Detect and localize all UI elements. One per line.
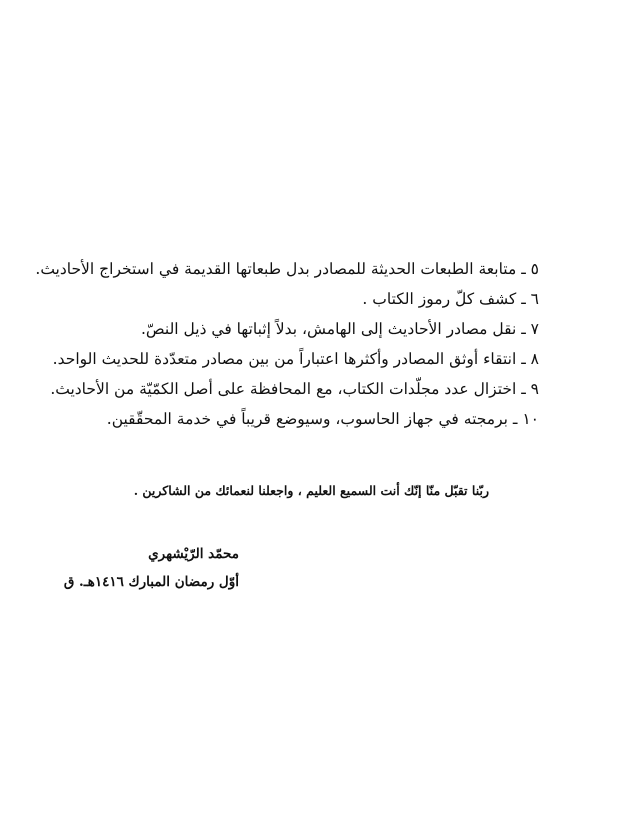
signature-date: أوّل رمضان المبارك ١٤١٦هـ. ق: [63, 574, 239, 590]
list-item-8: ٨ ـ انتقاء أوثق المصادر وأكثرها اعتباراً من بين مصادر متعدّدة للحديث الواحد.: [52, 350, 539, 368]
signature-block: [39, 540, 239, 596]
list-item-10: ١٠ ـ برمجته في جهاز الحاسوب، وسيوضع قريباً في خدمة المحقّقين.: [106, 410, 539, 428]
list-item-7: ٧ ـ نقل مصادر الأحاديث إلى الهامش، بدلاً إثباتها في ذيل النصّ.: [140, 320, 539, 338]
list-item-6: ٦ ـ كشف كلّ رموز الكتاب .: [362, 290, 539, 308]
numbered-list: [35, 254, 539, 434]
list-item-9: ٩ ـ اختزال عدد مجلّدات الكتاب، مع المحافظة على أصل الكمّيّة من الأحاديث.: [50, 380, 539, 398]
author-name: محمّد الرّيْشهري: [148, 546, 239, 562]
list-item-5: ٥ ـ متابعة الطبعات الحديثة للمصادر بدل طبعاتها القديمة في استخراج الأحاديث.: [35, 260, 539, 278]
closing-prayer: ربّنا تقبّل منّا إنّك أنت السميع العليم ، واجعلنا لنعمائك من الشاكرين .: [133, 482, 489, 498]
